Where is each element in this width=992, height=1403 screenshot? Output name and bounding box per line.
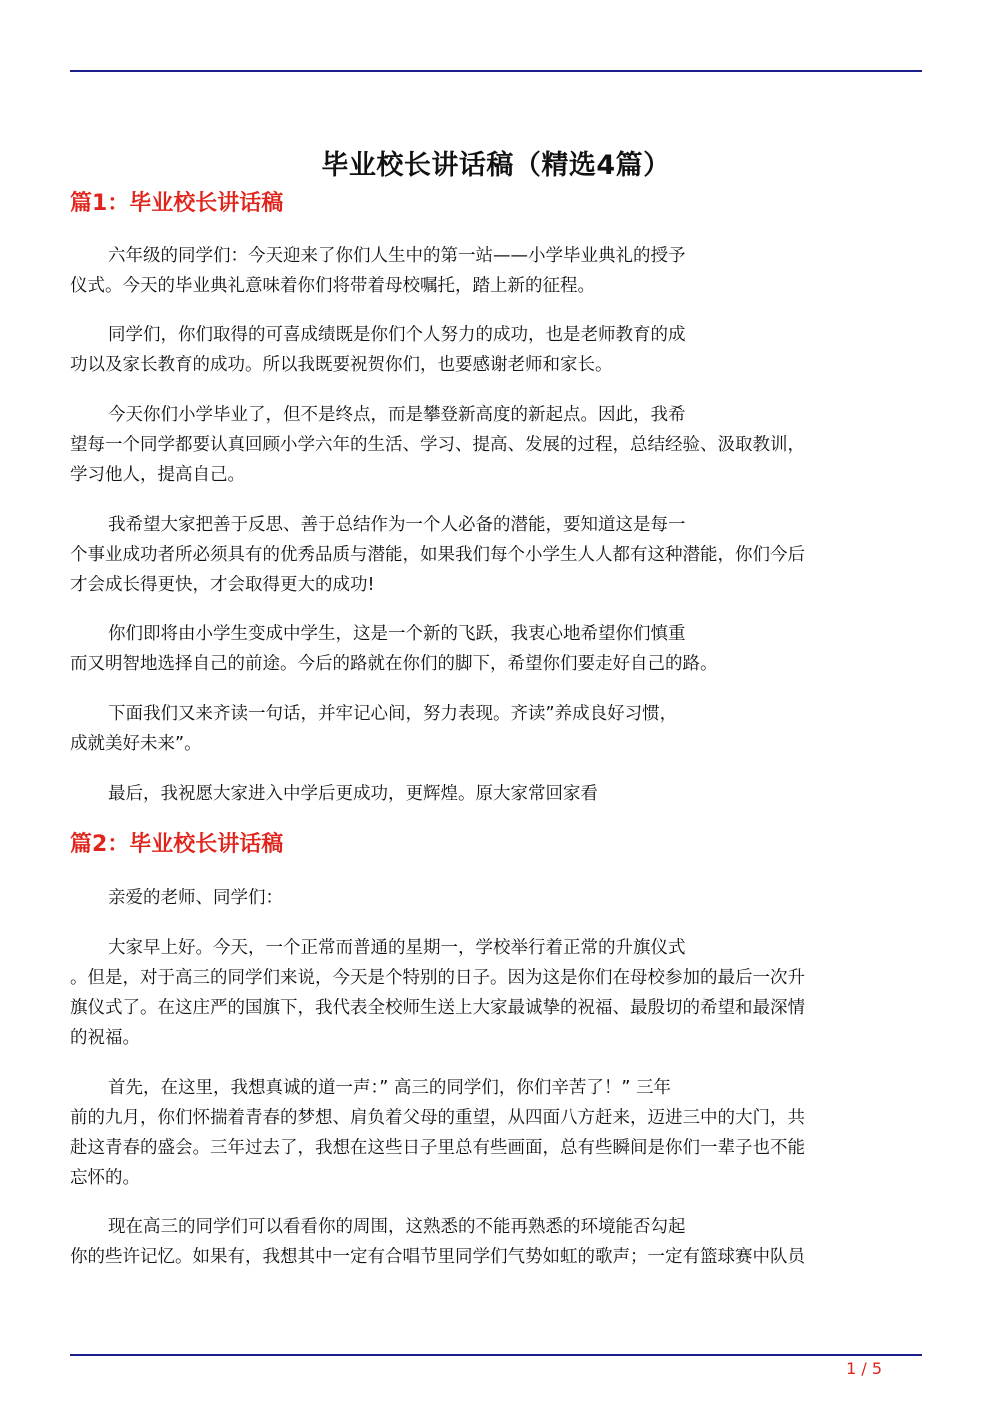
header-rule xyxy=(70,70,922,72)
page-number: 1 / 5 xyxy=(846,1359,882,1378)
text-line: 赴这青春的盛会。三年过去了，我想在这些日子里总有些画面，总有些瞬间是你们一辈子也不能 xyxy=(70,1138,805,1158)
paragraph xyxy=(70,699,922,759)
section-heading: 篇2：毕业校长讲话稿 xyxy=(70,832,284,857)
paragraph xyxy=(70,1073,922,1193)
paragraph xyxy=(70,400,922,490)
text-line: 忘怀的。 xyxy=(70,1168,140,1188)
text-line: 我希望大家把善于反思、善于总结作为一个人必备的潜能，要知道这是每一 xyxy=(108,515,686,535)
text-line: 你的些许记忆。如果有，我想其中一定有合唱节里同学们气势如虹的歌声；一定有篮球赛中队员 xyxy=(70,1247,805,1267)
footer-rule xyxy=(70,1354,922,1356)
text-line: 首先，在这里，我想真诚的道一声：” 高三的同学们，你们辛苦了！” 三年 xyxy=(108,1078,672,1098)
text-line: 功以及家长教育的成功。所以我既要祝贺你们，也要感谢老师和家长。 xyxy=(70,355,613,375)
section-1 xyxy=(70,187,922,221)
text-line: 旗仪式了。在这庄严的国旗下，我代表全校师生送上大家最诚挚的祝福、最殷切的希望和最深情 xyxy=(70,998,805,1018)
paragraph xyxy=(70,241,922,301)
text-line: 六年级的同学们：今天迎来了你们人生中的第一站——小学毕业典礼的授予 xyxy=(108,246,686,266)
text-line: 成就美好未来”。 xyxy=(70,734,202,754)
text-line: 你们即将由小学生变成中学生，这是一个新的飞跃，我衷心地希望你们慎重 xyxy=(108,624,686,644)
text-line: 个事业成功者所必须具有的优秀品质与潜能，如果我们每个小学生人人都有这种潜能，你们今后 xyxy=(70,545,805,565)
text-line: 学习他人，提高自己。 xyxy=(70,465,245,485)
text-line: 而又明智地选择自己的前途。今后的路就在你们的脚下，希望你们要走好自己的路。 xyxy=(70,654,718,674)
document-title: 毕业校长讲话稿（精选4篇） xyxy=(321,150,671,182)
paragraph xyxy=(70,320,922,380)
text-line: 的祝福。 xyxy=(70,1028,140,1048)
section-heading: 篇1：毕业校长讲话稿 xyxy=(70,191,284,216)
paragraph xyxy=(70,883,922,913)
text-line: 下面我们又来齐读一句话，并牢记心间，努力表现。齐读”养成良好习惯， xyxy=(108,704,678,724)
text-line: 最后，我祝愿大家进入中学后更成功，更辉煌。原大家常回家看 xyxy=(108,784,598,804)
paragraph xyxy=(70,510,922,600)
text-line: 仪式。今天的毕业典礼意味着你们将带着母校嘱托，踏上新的征程。 xyxy=(70,276,595,296)
text-line: 望每一个同学都要认真回顾小学六年的生活、学习、提高、发展的过程，总结经验、汲取教训， xyxy=(70,435,805,455)
text-line: 现在高三的同学们可以看看你的周围，这熟悉的不能再熟悉的环境能否勾起 xyxy=(108,1217,686,1237)
text-line: 同学们，你们取得的可喜成绩既是你们个人努力的成功，也是老师教育的成 xyxy=(108,325,686,345)
paragraph xyxy=(70,933,922,1053)
paragraph xyxy=(70,1212,922,1272)
text-line: 前的九月，你们怀揣着青春的梦想、肩负着父母的重望，从四面八方赶来，迈进三中的大门，共 xyxy=(70,1108,805,1128)
text-line: 亲爱的老师、同学们： xyxy=(108,888,283,908)
paragraph xyxy=(70,619,922,679)
paragraph xyxy=(70,779,922,809)
text-line: 才会成长得更快，才会取得更大的成功! xyxy=(70,575,375,595)
text-line: 。但是，对于高三的同学们来说，今天是个特别的日子。因为这是你们在母校参加的最后一次升 xyxy=(70,968,805,988)
text-line: 大家早上好。今天，一个正常而普通的星期一，学校举行着正常的升旗仪式 xyxy=(108,938,686,958)
section-2 xyxy=(70,828,922,862)
text-line: 今天你们小学毕业了，但不是终点，而是攀登新高度的新起点。因此，我希 xyxy=(108,405,686,425)
